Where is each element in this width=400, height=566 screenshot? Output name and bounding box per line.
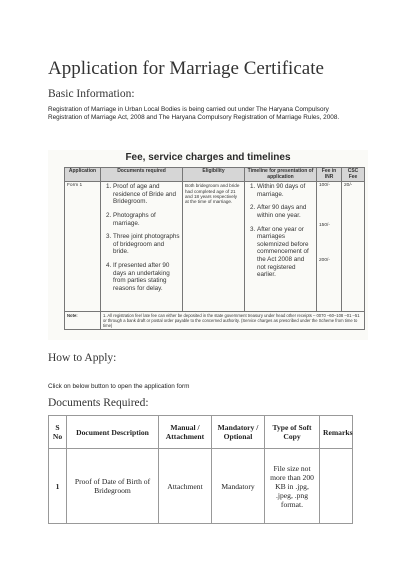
fee-header-timeline: Timeline for presentation of application: [245, 168, 317, 182]
docs-header-description: Document Description: [67, 416, 159, 449]
documents-table: [48, 415, 353, 524]
docs-header-mandatory: Mandatory / Optional: [212, 416, 265, 449]
fee-note-label: Note:: [65, 312, 101, 330]
fee-note-row: [65, 312, 365, 330]
fee-header-csc: CSC Fee: [342, 168, 365, 182]
fee-form: Form 1: [65, 182, 101, 312]
table-row: [49, 449, 353, 524]
docs-header-manual: Manual / Attachment: [159, 416, 212, 449]
page-title: Application for Marriage Certificate: [48, 58, 324, 79]
docs-header-remarks: Remarks: [320, 416, 353, 449]
fee-timeline-item: 3. After one year or marriages solemnized before commencement of the Act 2008 and not registered earlier.: [257, 226, 314, 279]
documents-table-header-row: [49, 416, 353, 449]
docs-cell-description: Proof of Date of Birth of Bridegroom: [67, 449, 159, 524]
fee-timeline-item: 2. After 90 days and within one year.: [257, 204, 314, 219]
fee-timelines: [245, 182, 317, 312]
fee-header-documents: Documents required: [101, 168, 183, 182]
fee-header-fee: Fee in INR: [317, 168, 342, 182]
docs-header-type: Type of Soft Copy: [265, 416, 320, 449]
fee-note-text: 1. All registration fee/ late fee can either be deposited in the state government treasury under head other receipts – 0070 –60–108 –01 –51 or through a bank draft or postal order payable to the concerned authority. (Service charges as prescribed under the Scheme from time to time): [101, 312, 365, 330]
docs-cell-type: File size not more than 200 KB in .jpg, .jpeg, .png format.: [265, 449, 320, 524]
fee-eligibility: Both bridegroom and bride had completed age of 21 and 18 years respectively at the time of marriage.: [183, 182, 245, 312]
fee-document-item: 3. Three joint photographs of bridegroom and bride.: [113, 233, 180, 256]
docs-header-sno: S No: [49, 416, 67, 449]
fee-document-item: 2. Photographs of marriage.: [113, 212, 180, 227]
fee-header-application: Application: [65, 168, 101, 182]
docs-cell-manual: Attachment: [159, 449, 212, 524]
fee-document-item: 4. If presented after 90 days an undertaking from parties stating reasons for delay.: [113, 262, 180, 292]
fee-header-eligibility: Eligibility: [183, 168, 245, 182]
docs-cell-mandatory: Mandatory: [212, 449, 265, 524]
basic-info-text: Registration of Marriage in Urban Local Bodies is being carried out under The Haryana Compulsory Registration of Marriage Act, 2008 and The Haryana Compulsory Registration of Marriage Rules, 2008.: [48, 106, 340, 121]
fee-table: [64, 167, 365, 330]
documents-required-heading: Documents Required:: [48, 397, 149, 409]
docs-cell-sno: 1: [49, 449, 67, 524]
how-to-apply-heading: How to Apply:: [48, 352, 117, 364]
how-to-apply-text: Click on below button to open the application form: [48, 383, 190, 390]
fee-csc: 20/-: [342, 182, 365, 312]
fee-table-image: [48, 150, 368, 340]
basic-info-heading: Basic Information:: [48, 88, 135, 100]
fee-amounts: [317, 182, 342, 312]
fee-amount: 200/-: [319, 258, 330, 264]
fee-table-title: Fee, service charges and timelines: [125, 152, 291, 163]
fee-timeline-item: 1. Within 90 days of marriage.: [257, 183, 314, 198]
fee-documents: [101, 182, 183, 312]
fee-document-item: 1. Proof of age and residence of Bride and Bridegroom.: [113, 183, 180, 206]
fee-table-row: [65, 182, 365, 312]
fee-amount: 150/-: [319, 223, 330, 229]
docs-cell-remarks: [320, 449, 353, 524]
fee-table-header-row: [65, 168, 365, 182]
fee-amount: 100/-: [319, 183, 330, 189]
